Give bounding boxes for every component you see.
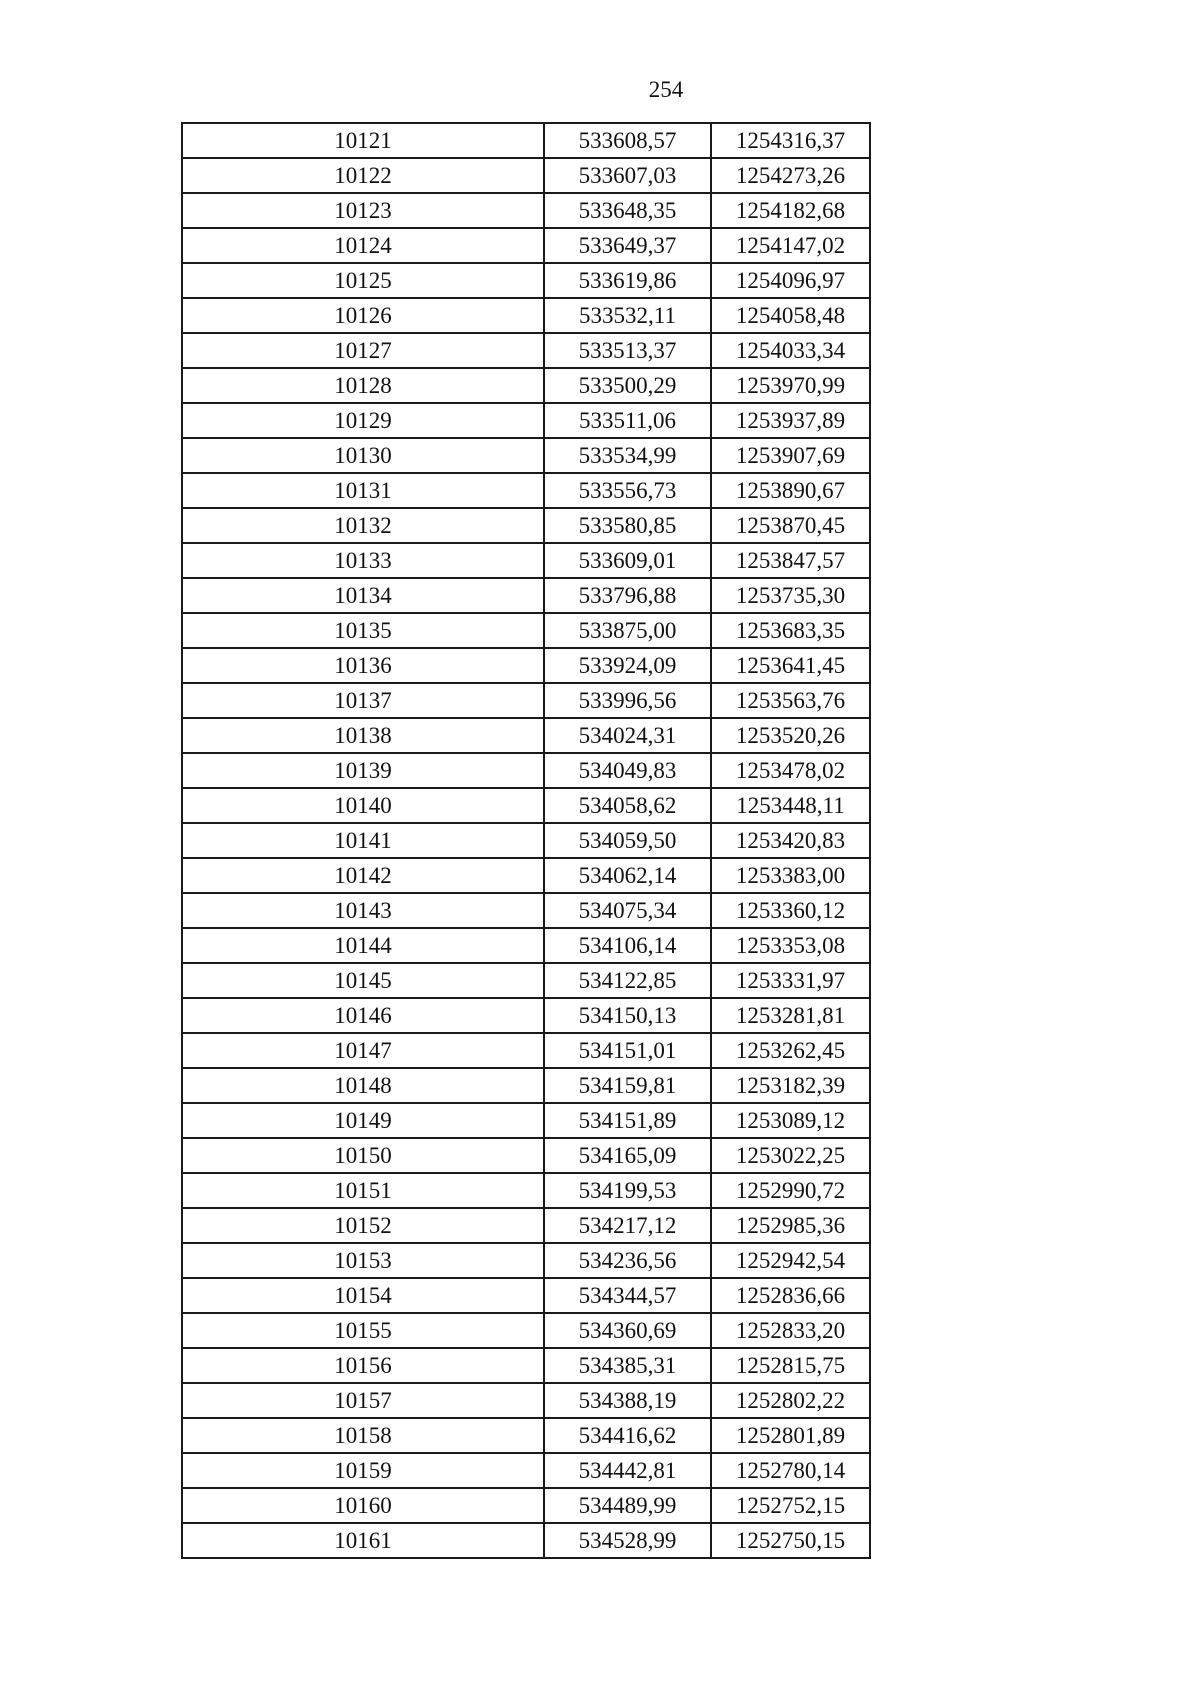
table-row <box>182 648 870 683</box>
table-row <box>182 788 870 823</box>
point-number-cell: 10129 <box>182 403 544 438</box>
point-number-cell: 10161 <box>182 1523 544 1558</box>
y-coordinate-cell: 1253331,97 <box>711 963 870 998</box>
point-number-cell: 10133 <box>182 543 544 578</box>
table-row <box>182 753 870 788</box>
point-number-cell: 10159 <box>182 1453 544 1488</box>
x-coordinate-cell: 534528,99 <box>544 1523 711 1558</box>
table-row <box>182 1103 870 1138</box>
point-number-cell: 10160 <box>182 1488 544 1523</box>
table-row <box>182 1068 870 1103</box>
y-coordinate-cell: 1252780,14 <box>711 1453 870 1488</box>
table-row <box>182 1173 870 1208</box>
y-coordinate-cell: 1252802,22 <box>711 1383 870 1418</box>
point-number-cell: 10136 <box>182 648 544 683</box>
x-coordinate-cell: 534049,83 <box>544 753 711 788</box>
y-coordinate-cell: 1252985,36 <box>711 1208 870 1243</box>
y-coordinate-cell: 1253360,12 <box>711 893 870 928</box>
point-number-cell: 10132 <box>182 508 544 543</box>
point-number-cell: 10142 <box>182 858 544 893</box>
y-coordinate-cell: 1253735,30 <box>711 578 870 613</box>
table-row <box>182 123 870 158</box>
y-coordinate-cell: 1252990,72 <box>711 1173 870 1208</box>
y-coordinate-cell: 1253089,12 <box>711 1103 870 1138</box>
point-number-cell: 10156 <box>182 1348 544 1383</box>
point-number-cell: 10151 <box>182 1173 544 1208</box>
y-coordinate-cell: 1254058,48 <box>711 298 870 333</box>
x-coordinate-cell: 534344,57 <box>544 1278 711 1313</box>
table-row <box>182 1453 870 1488</box>
point-number-cell: 10152 <box>182 1208 544 1243</box>
point-number-cell: 10128 <box>182 368 544 403</box>
x-coordinate-cell: 533607,03 <box>544 158 711 193</box>
x-coordinate-cell: 534059,50 <box>544 823 711 858</box>
y-coordinate-cell: 1253262,45 <box>711 1033 870 1068</box>
table-row <box>182 473 870 508</box>
x-coordinate-cell: 533619,86 <box>544 263 711 298</box>
y-coordinate-cell: 1253970,99 <box>711 368 870 403</box>
table-row <box>182 963 870 998</box>
y-coordinate-cell: 1254182,68 <box>711 193 870 228</box>
point-number-cell: 10137 <box>182 683 544 718</box>
table-row <box>182 1523 870 1558</box>
x-coordinate-cell: 533608,57 <box>544 123 711 158</box>
table-row <box>182 578 870 613</box>
x-coordinate-cell: 533580,85 <box>544 508 711 543</box>
table-row <box>182 228 870 263</box>
table-row <box>182 613 870 648</box>
x-coordinate-cell: 534058,62 <box>544 788 711 823</box>
x-coordinate-cell: 534165,09 <box>544 1138 711 1173</box>
table-row <box>182 508 870 543</box>
point-number-cell: 10135 <box>182 613 544 648</box>
point-number-cell: 10147 <box>182 1033 544 1068</box>
point-number-cell: 10125 <box>182 263 544 298</box>
y-coordinate-cell: 1252801,89 <box>711 1418 870 1453</box>
y-coordinate-cell: 1253022,25 <box>711 1138 870 1173</box>
x-coordinate-cell: 534075,34 <box>544 893 711 928</box>
y-coordinate-cell: 1253520,26 <box>711 718 870 753</box>
table-row <box>182 718 870 753</box>
point-number-cell: 10123 <box>182 193 544 228</box>
coordinates-table <box>181 122 871 1559</box>
table-row <box>182 1278 870 1313</box>
x-coordinate-cell: 534442,81 <box>544 1453 711 1488</box>
x-coordinate-cell: 534199,53 <box>544 1173 711 1208</box>
table-row <box>182 1033 870 1068</box>
table-row <box>182 298 870 333</box>
table-row <box>182 438 870 473</box>
y-coordinate-cell: 1252815,75 <box>711 1348 870 1383</box>
x-coordinate-cell: 533796,88 <box>544 578 711 613</box>
table-row <box>182 998 870 1033</box>
y-coordinate-cell: 1254033,34 <box>711 333 870 368</box>
point-number-cell: 10124 <box>182 228 544 263</box>
y-coordinate-cell: 1253478,02 <box>711 753 870 788</box>
x-coordinate-cell: 534062,14 <box>544 858 711 893</box>
point-number-cell: 10143 <box>182 893 544 928</box>
y-coordinate-cell: 1253182,39 <box>711 1068 870 1103</box>
point-number-cell: 10153 <box>182 1243 544 1278</box>
point-number-cell: 10149 <box>182 1103 544 1138</box>
y-coordinate-cell: 1253641,45 <box>711 648 870 683</box>
x-coordinate-cell: 534159,81 <box>544 1068 711 1103</box>
y-coordinate-cell: 1253353,08 <box>711 928 870 963</box>
y-coordinate-cell: 1254273,26 <box>711 158 870 193</box>
y-coordinate-cell: 1253563,76 <box>711 683 870 718</box>
x-coordinate-cell: 533875,00 <box>544 613 711 648</box>
y-coordinate-cell: 1253890,67 <box>711 473 870 508</box>
y-coordinate-cell: 1253420,83 <box>711 823 870 858</box>
y-coordinate-cell: 1253383,00 <box>711 858 870 893</box>
point-number-cell: 10139 <box>182 753 544 788</box>
coordinates-table-body <box>182 123 870 1558</box>
y-coordinate-cell: 1252833,20 <box>711 1313 870 1348</box>
x-coordinate-cell: 533609,01 <box>544 543 711 578</box>
x-coordinate-cell: 533513,37 <box>544 333 711 368</box>
table-row <box>182 543 870 578</box>
point-number-cell: 10126 <box>182 298 544 333</box>
y-coordinate-cell: 1253847,57 <box>711 543 870 578</box>
table-row <box>182 158 870 193</box>
page-number: 254 <box>648 77 684 102</box>
table-row <box>182 1313 870 1348</box>
table-row <box>182 193 870 228</box>
table-row <box>182 1208 870 1243</box>
table-row <box>182 368 870 403</box>
x-coordinate-cell: 534217,12 <box>544 1208 711 1243</box>
y-coordinate-cell: 1252752,15 <box>711 1488 870 1523</box>
x-coordinate-cell: 533556,73 <box>544 473 711 508</box>
table-row <box>182 1383 870 1418</box>
point-number-cell: 10157 <box>182 1383 544 1418</box>
point-number-cell: 10148 <box>182 1068 544 1103</box>
y-coordinate-cell: 1253907,69 <box>711 438 870 473</box>
y-coordinate-cell: 1253937,89 <box>711 403 870 438</box>
x-coordinate-cell: 534151,01 <box>544 1033 711 1068</box>
x-coordinate-cell: 534122,85 <box>544 963 711 998</box>
x-coordinate-cell: 534106,14 <box>544 928 711 963</box>
x-coordinate-cell: 534388,19 <box>544 1383 711 1418</box>
y-coordinate-cell: 1253448,11 <box>711 788 870 823</box>
table-row <box>182 403 870 438</box>
x-coordinate-cell: 533649,37 <box>544 228 711 263</box>
x-coordinate-cell: 534489,99 <box>544 1488 711 1523</box>
table-row <box>182 858 870 893</box>
x-coordinate-cell: 533924,09 <box>544 648 711 683</box>
point-number-cell: 10141 <box>182 823 544 858</box>
y-coordinate-cell: 1252942,54 <box>711 1243 870 1278</box>
x-coordinate-cell: 534151,89 <box>544 1103 711 1138</box>
table-row <box>182 263 870 298</box>
y-coordinate-cell: 1252836,66 <box>711 1278 870 1313</box>
y-coordinate-cell: 1254147,02 <box>711 228 870 263</box>
y-coordinate-cell: 1254316,37 <box>711 123 870 158</box>
point-number-cell: 10144 <box>182 928 544 963</box>
point-number-cell: 10150 <box>182 1138 544 1173</box>
point-number-cell: 10134 <box>182 578 544 613</box>
x-coordinate-cell: 534150,13 <box>544 998 711 1033</box>
x-coordinate-cell: 533996,56 <box>544 683 711 718</box>
table-row <box>182 1243 870 1278</box>
y-coordinate-cell: 1254096,97 <box>711 263 870 298</box>
x-coordinate-cell: 534236,56 <box>544 1243 711 1278</box>
table-row <box>182 823 870 858</box>
table-row <box>182 1138 870 1173</box>
x-coordinate-cell: 534360,69 <box>544 1313 711 1348</box>
table-row <box>182 928 870 963</box>
point-number-cell: 10155 <box>182 1313 544 1348</box>
x-coordinate-cell: 534024,31 <box>544 718 711 753</box>
point-number-cell: 10127 <box>182 333 544 368</box>
x-coordinate-cell: 533534,99 <box>544 438 711 473</box>
y-coordinate-cell: 1253870,45 <box>711 508 870 543</box>
point-number-cell: 10146 <box>182 998 544 1033</box>
y-coordinate-cell: 1253281,81 <box>711 998 870 1033</box>
x-coordinate-cell: 534385,31 <box>544 1348 711 1383</box>
point-number-cell: 10145 <box>182 963 544 998</box>
x-coordinate-cell: 533511,06 <box>544 403 711 438</box>
point-number-cell: 10158 <box>182 1418 544 1453</box>
table-row <box>182 1348 870 1383</box>
point-number-cell: 10138 <box>182 718 544 753</box>
point-number-cell: 10121 <box>182 123 544 158</box>
table-row <box>182 683 870 718</box>
point-number-cell: 10130 <box>182 438 544 473</box>
point-number-cell: 10131 <box>182 473 544 508</box>
point-number-cell: 10122 <box>182 158 544 193</box>
x-coordinate-cell: 533648,35 <box>544 193 711 228</box>
point-number-cell: 10140 <box>182 788 544 823</box>
table-row <box>182 1488 870 1523</box>
table-row <box>182 1418 870 1453</box>
y-coordinate-cell: 1253683,35 <box>711 613 870 648</box>
point-number-cell: 10154 <box>182 1278 544 1313</box>
table-row <box>182 333 870 368</box>
y-coordinate-cell: 1252750,15 <box>711 1523 870 1558</box>
x-coordinate-cell: 534416,62 <box>544 1418 711 1453</box>
x-coordinate-cell: 533532,11 <box>544 298 711 333</box>
table-row <box>182 893 870 928</box>
x-coordinate-cell: 533500,29 <box>544 368 711 403</box>
